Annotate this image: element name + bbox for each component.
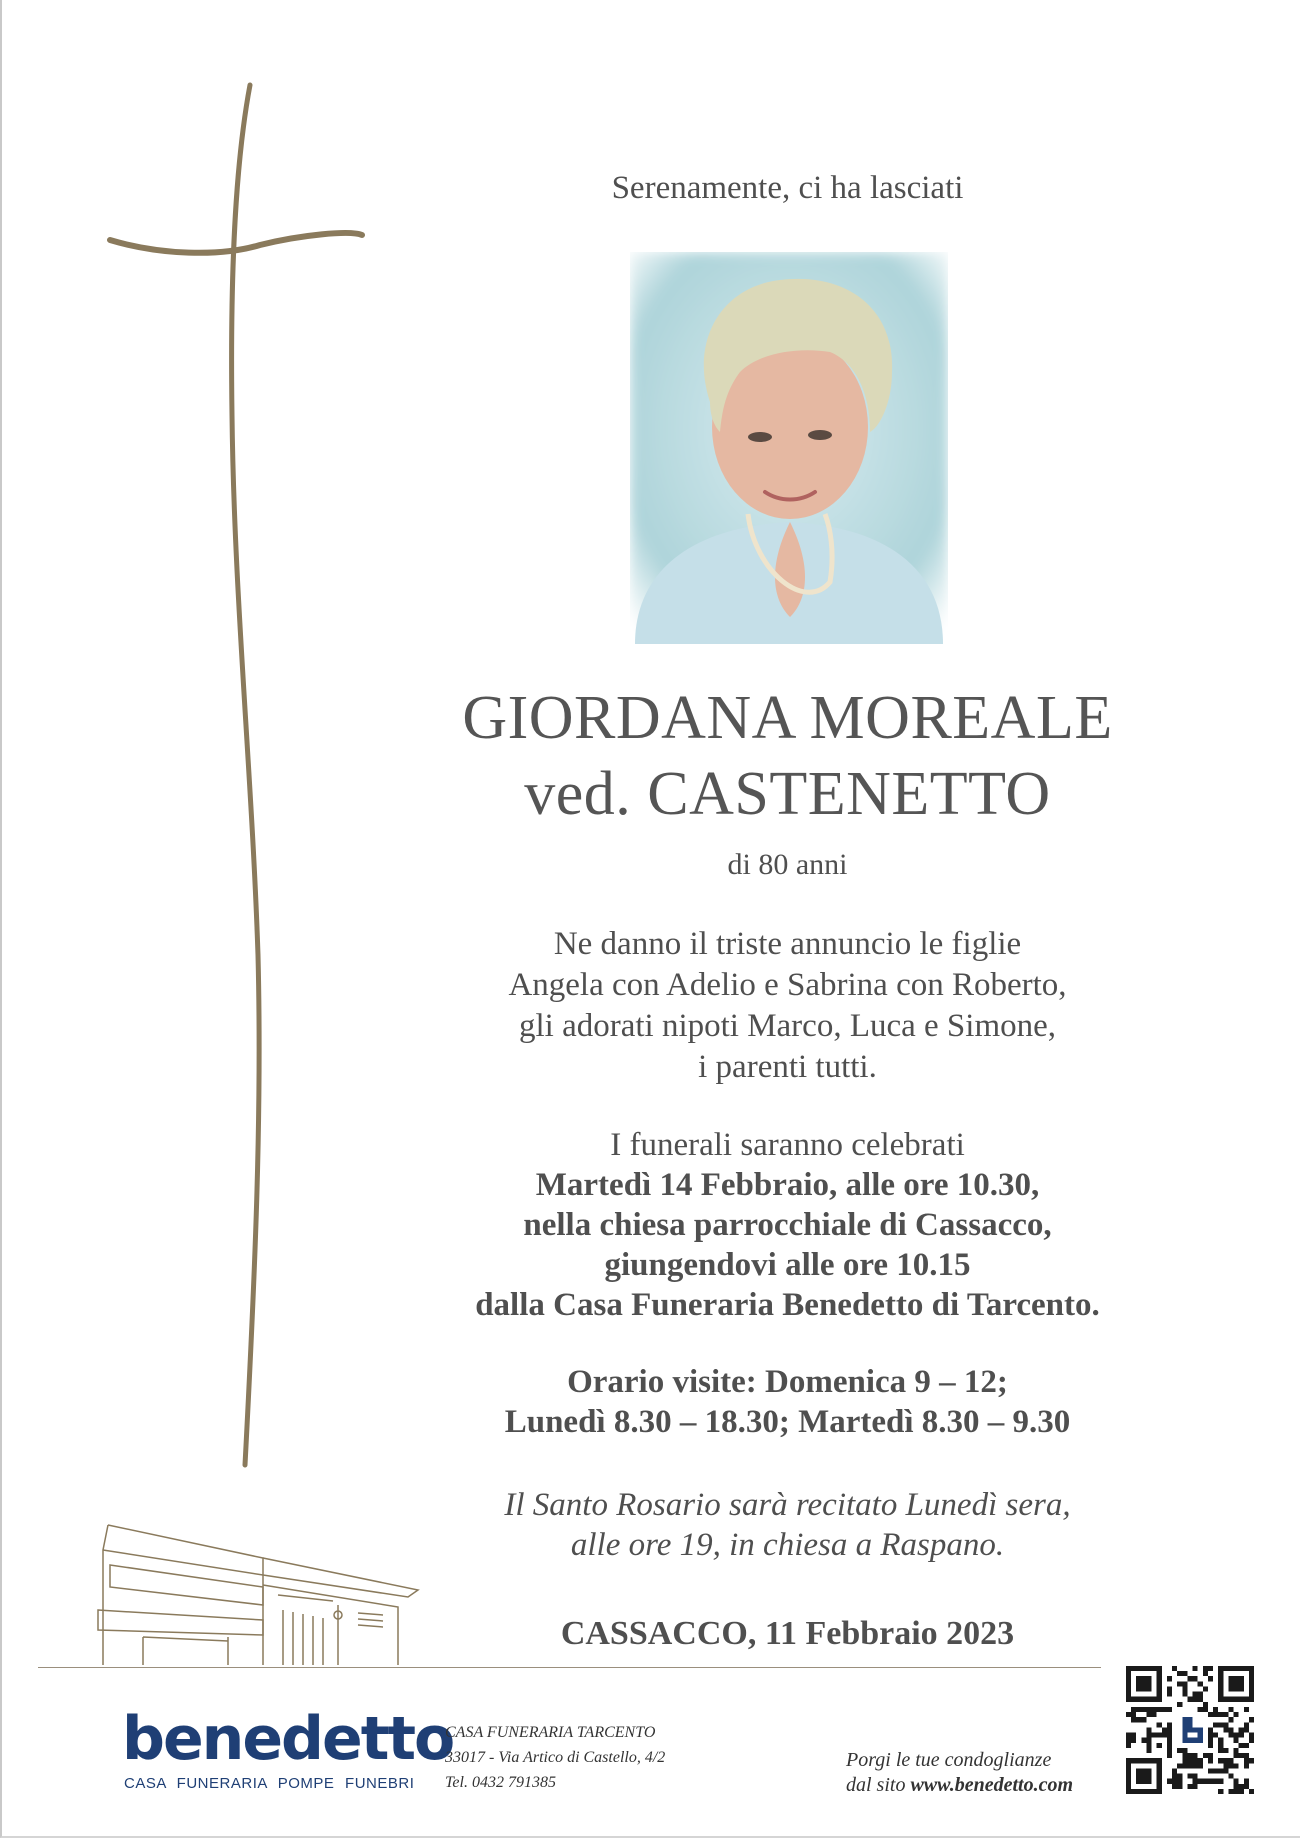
condolences-line [846,1773,1073,1798]
funeral-home-building-icon [38,1515,438,1680]
website-link[interactable]: www.benedetto.com [910,1774,1074,1796]
portrait-photo [630,252,948,644]
funeral-detail-line: nella chiesa parrocchiale di Cassacco, [523,1207,1052,1243]
condolences-prefix: dal sito [846,1774,911,1796]
age-text: di 80 anni [727,848,848,881]
intro-text: Serenamente, ci ha lasciati [611,170,964,206]
name-line-2: ved. CASTENETTO [524,760,1051,828]
logo-subtitle: CASA FUNERARIA POMPE FUNEBRI [124,1775,415,1792]
name-line-1: GIORDANA MOREALE [462,684,1113,752]
address-line: CASA FUNERARIA TARCENTO [445,1724,656,1741]
funeral-detail-line: Martedì 14 Febbraio, alle ore 10.30, [535,1167,1040,1203]
announcement [420,924,1155,1088]
rosary-line: Il Santo Rosario sarà recitato Lunedì sera, [504,1487,1071,1523]
cross-icon [100,75,380,1475]
announcement-line: Ne danno il triste annuncio le figlie [553,926,1022,962]
funeral-details [420,1125,1155,1325]
funeral-intro: I funerali saranno celebrati [610,1127,965,1163]
announcement-line: Angela con Adelio e Sabrina con Roberto, [508,967,1067,1003]
address-line: 33017 - Via Artico di Castello, 4/2 [445,1749,666,1766]
funeral-detail-line: giungendovi alle ore 10.15 [604,1247,971,1283]
condolences-line: Porgi le tue condoglianze [846,1749,1052,1771]
visits-line: Lunedì 8.30 – 18.30; Martedì 8.30 – 9.30 [504,1404,1071,1440]
benedetto-logo[interactable]: benedetto [122,1704,454,1774]
condolences-text [846,1748,1073,1798]
address-block [445,1720,665,1795]
funeral-detail-line: dalla Casa Funeraria Benedetto di Tarcento. [475,1287,1100,1323]
announcement-line: i parenti tutti. [698,1049,877,1085]
qr-code-icon[interactable] [1126,1666,1254,1794]
announcement-line: gli adorati nipoti Marco, Luca e Simone, [518,1008,1057,1044]
place-date: CASSACCO, 11 Febbraio 2023 [560,1615,1015,1652]
visiting-hours [420,1362,1155,1442]
footer-divider [38,1667,1101,1668]
address-line: Tel. 0432 791385 [445,1774,556,1791]
rosary-line: alle ore 19, in chiesa a Raspano. [570,1527,1005,1563]
rosary-info [420,1485,1155,1565]
deceased-name [420,680,1155,832]
visits-line: Orario visite: Domenica 9 – 12; [567,1364,1008,1400]
